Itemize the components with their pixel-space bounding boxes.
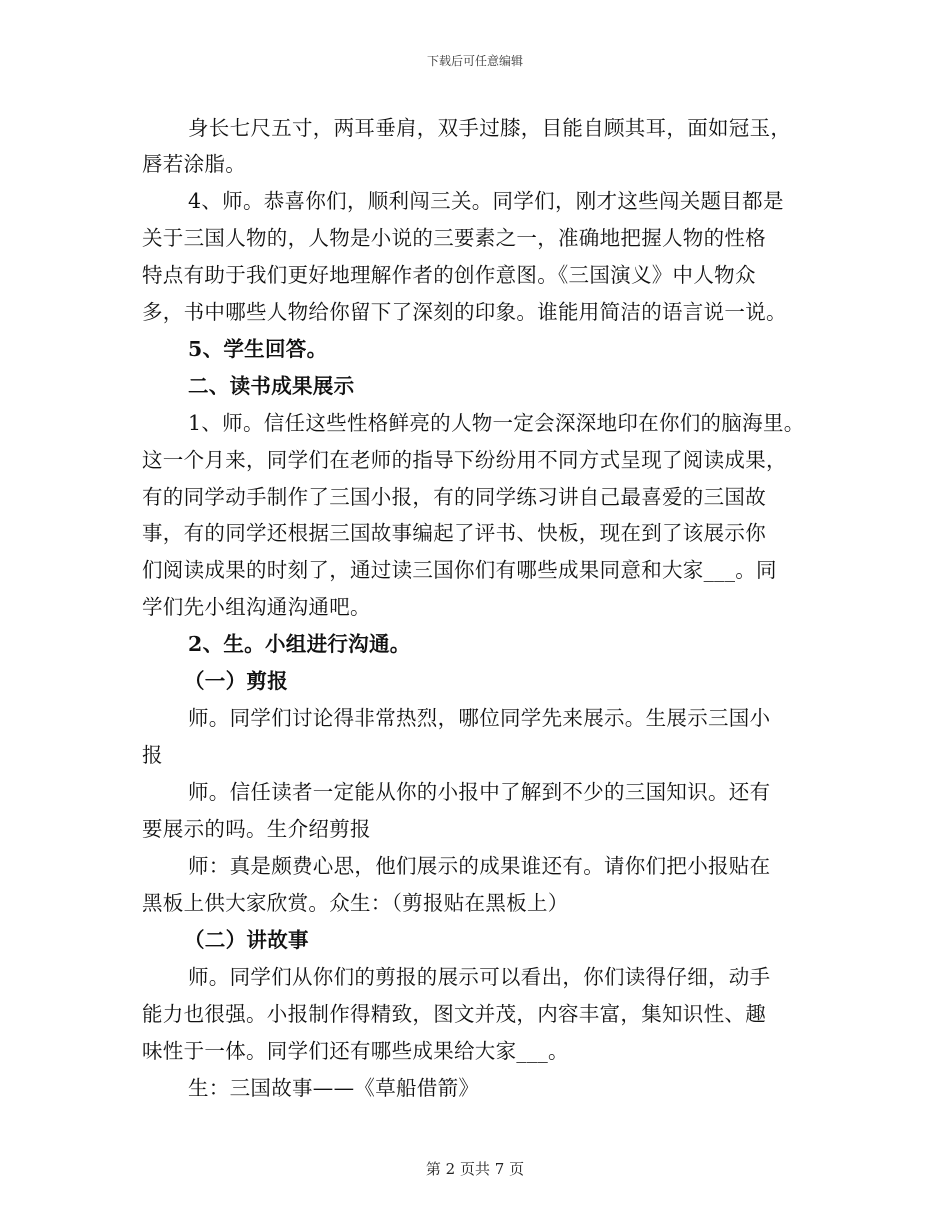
text-line: 师：真是颇费心思，他们展示的成果谁还有。请你们把小报贴在 [188, 854, 771, 878]
text-line: 特点有助于我们更好地理解作者的创作意图。《三国演义》中人物众 [142, 263, 756, 287]
section-heading: （二）讲故事 [184, 928, 309, 952]
text-line: 师。同学们讨论得非常热烈，哪位同学先来展示。生展示三国小 [188, 706, 771, 730]
page-header: 下载后可任意编辑 [426, 54, 523, 68]
text-line: 黑板上供大家欣赏。众生：（剪报贴在黑板上） [142, 891, 569, 915]
text-line: 多，书中哪些人物给你留下了深刻的印象。谁能用简洁的语言说一说。 [142, 300, 787, 324]
text-line: 1、师。信任这些性格鲜亮的人物一定会深深地印在你们的脑海里。 [188, 411, 805, 435]
text-line: 们阅读成果的时刻了，通过读三国你们有哪些成果同意和大家___。同 [142, 558, 777, 582]
text-line: 师。信任读者一定能从你的小报中了解到不少的三国知识。还有 [188, 780, 771, 804]
text-line: 要展示的吗。生介绍剪报 [142, 817, 371, 841]
text-line: 有的同学动手制作了三国小报，有的同学练习讲自己最喜爱的三国故 [142, 485, 766, 509]
text-line: 4、师。恭喜你们，顺利闯三关。同学们，刚才这些闯关题目都是 [188, 189, 784, 213]
text-line: 生：三国故事——《草船借箭》 [188, 1076, 480, 1100]
text-line: 身长七尺五寸，两耳垂肩，双手过膝，目能自顾其耳，面如冠玉， [188, 116, 792, 140]
section-heading: 2、生。小组进行沟通。 [188, 632, 411, 656]
text-line: 报 [142, 743, 163, 767]
text-line: 能力也很强。小报制作得精致，图文并茂，内容丰富，集知识性、趣 [142, 1002, 766, 1026]
text-line: 唇若涂脂。 [142, 152, 246, 176]
text-line: 师。同学们从你们的剪报的展示可以看出，你们读得仔细，动手 [188, 965, 771, 989]
section-heading: 二、读书成果展示 [188, 374, 355, 398]
text-line: 事，有的同学还根据三国故事编起了评书、快板，现在到了该展示你 [142, 521, 766, 545]
section-heading: （一）剪报 [184, 669, 288, 693]
text-line: 这一个月来，同学们在老师的指导下纷纷用不同方式呈现了阅读成果， [142, 448, 787, 472]
page-footer: 第 2 页共 7 页 [425, 1160, 525, 1178]
text-line: 学们先小组沟通沟通吧。 [142, 595, 371, 619]
text-line: 味性于一体。同学们还有哪些成果给大家___。 [142, 1039, 569, 1063]
text-line: 关于三国人物的，人物是小说的三要素之一，准确地把握人物的性格 [142, 226, 766, 250]
section-heading: 5、学生回答。 [188, 337, 328, 361]
